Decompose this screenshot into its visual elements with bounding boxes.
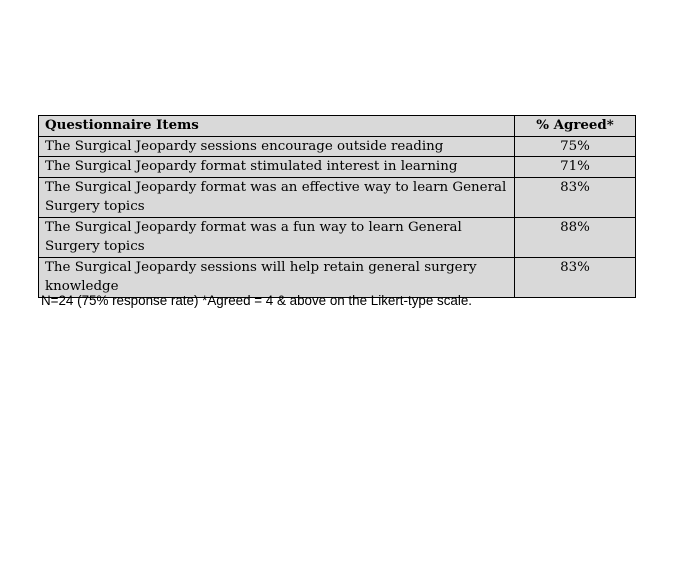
header-percent-agreed: % Agreed* bbox=[515, 116, 636, 137]
percent-agreed: 83% bbox=[515, 257, 636, 297]
questionnaire-item: The Surgical Jeopardy sessions encourage outside reading bbox=[39, 136, 515, 157]
percent-agreed: 71% bbox=[515, 157, 636, 178]
table-row bbox=[39, 157, 636, 178]
questionnaire-item: The Surgical Jeopardy format stimulated interest in learning bbox=[39, 157, 515, 178]
questionnaire-item: The Surgical Jeopardy format was a fun way to learn General Surgery topics bbox=[39, 217, 515, 257]
table-row bbox=[39, 177, 636, 217]
percent-agreed: 83% bbox=[515, 177, 636, 217]
table-row bbox=[39, 136, 636, 157]
table-row bbox=[39, 217, 636, 257]
survey-results-table bbox=[38, 115, 636, 298]
table-row bbox=[39, 257, 636, 297]
header-questionnaire-items: Questionnaire Items bbox=[39, 116, 515, 137]
percent-agreed: 88% bbox=[515, 217, 636, 257]
table-footnote: N=24 (75% response rate) *Agreed = 4 & above on the Likert-type scale. bbox=[41, 293, 472, 308]
questionnaire-item: The Surgical Jeopardy sessions will help retain general surgery knowledge bbox=[39, 257, 515, 297]
table-header-row bbox=[39, 116, 636, 137]
survey-table-container bbox=[38, 115, 635, 298]
questionnaire-item: The Surgical Jeopardy format was an effective way to learn General Surgery topics bbox=[39, 177, 515, 217]
percent-agreed: 75% bbox=[515, 136, 636, 157]
